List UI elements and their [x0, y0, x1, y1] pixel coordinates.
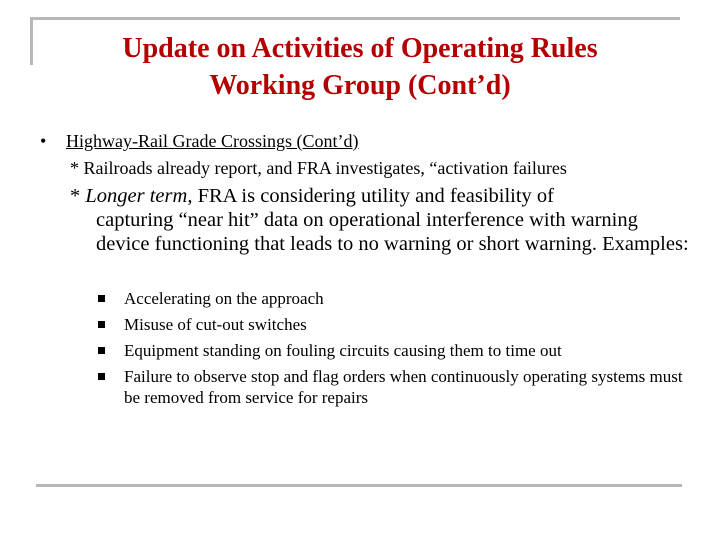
example-text: Failure to observe stop and flag orders when continuously operating systems must be removed from service for repairs — [124, 367, 683, 407]
frame-left-border — [30, 17, 33, 65]
list-item — [96, 338, 696, 364]
example-text: Accelerating on the approach — [124, 289, 324, 308]
square-bullet-icon — [98, 373, 105, 380]
sub-point-continuation: capturing “near hit” data on operational interference with warning device functioning that leads to no warning or short warning. Examples: — [96, 209, 689, 255]
sub-point-star: * — [70, 185, 86, 207]
sub-point-activation-failures: * Railroads already report, and FRA investigates, “activation failures — [70, 158, 567, 178]
main-bullet — [40, 130, 358, 152]
frame-top-border — [30, 17, 680, 20]
sub-point-longer-term — [70, 184, 690, 256]
square-bullet-icon — [98, 347, 105, 354]
bullet-label: Highway-Rail Grade Crossings (Cont’d) — [66, 131, 359, 151]
example-text: Misuse of cut-out switches — [124, 315, 307, 334]
title-line-1: Update on Activities of Operating Rules — [122, 33, 598, 64]
frame-bottom-border — [36, 484, 682, 487]
slide-title — [40, 30, 680, 104]
square-bullet-icon — [98, 295, 105, 302]
title-line-2: Working Group (Cont’d) — [209, 70, 511, 101]
sub-point-line1: , FRA is considering utility and feasibility of — [187, 185, 555, 207]
square-bullet-icon — [98, 321, 105, 328]
examples-list — [96, 286, 696, 411]
sub-point-italic: Longer term — [85, 185, 188, 207]
list-item — [96, 286, 696, 312]
list-item — [96, 364, 696, 411]
list-item — [96, 312, 696, 338]
example-text: Equipment standing on fouling circuits causing them to time out — [124, 341, 562, 360]
bullet-dot-icon: • — [40, 131, 47, 151]
